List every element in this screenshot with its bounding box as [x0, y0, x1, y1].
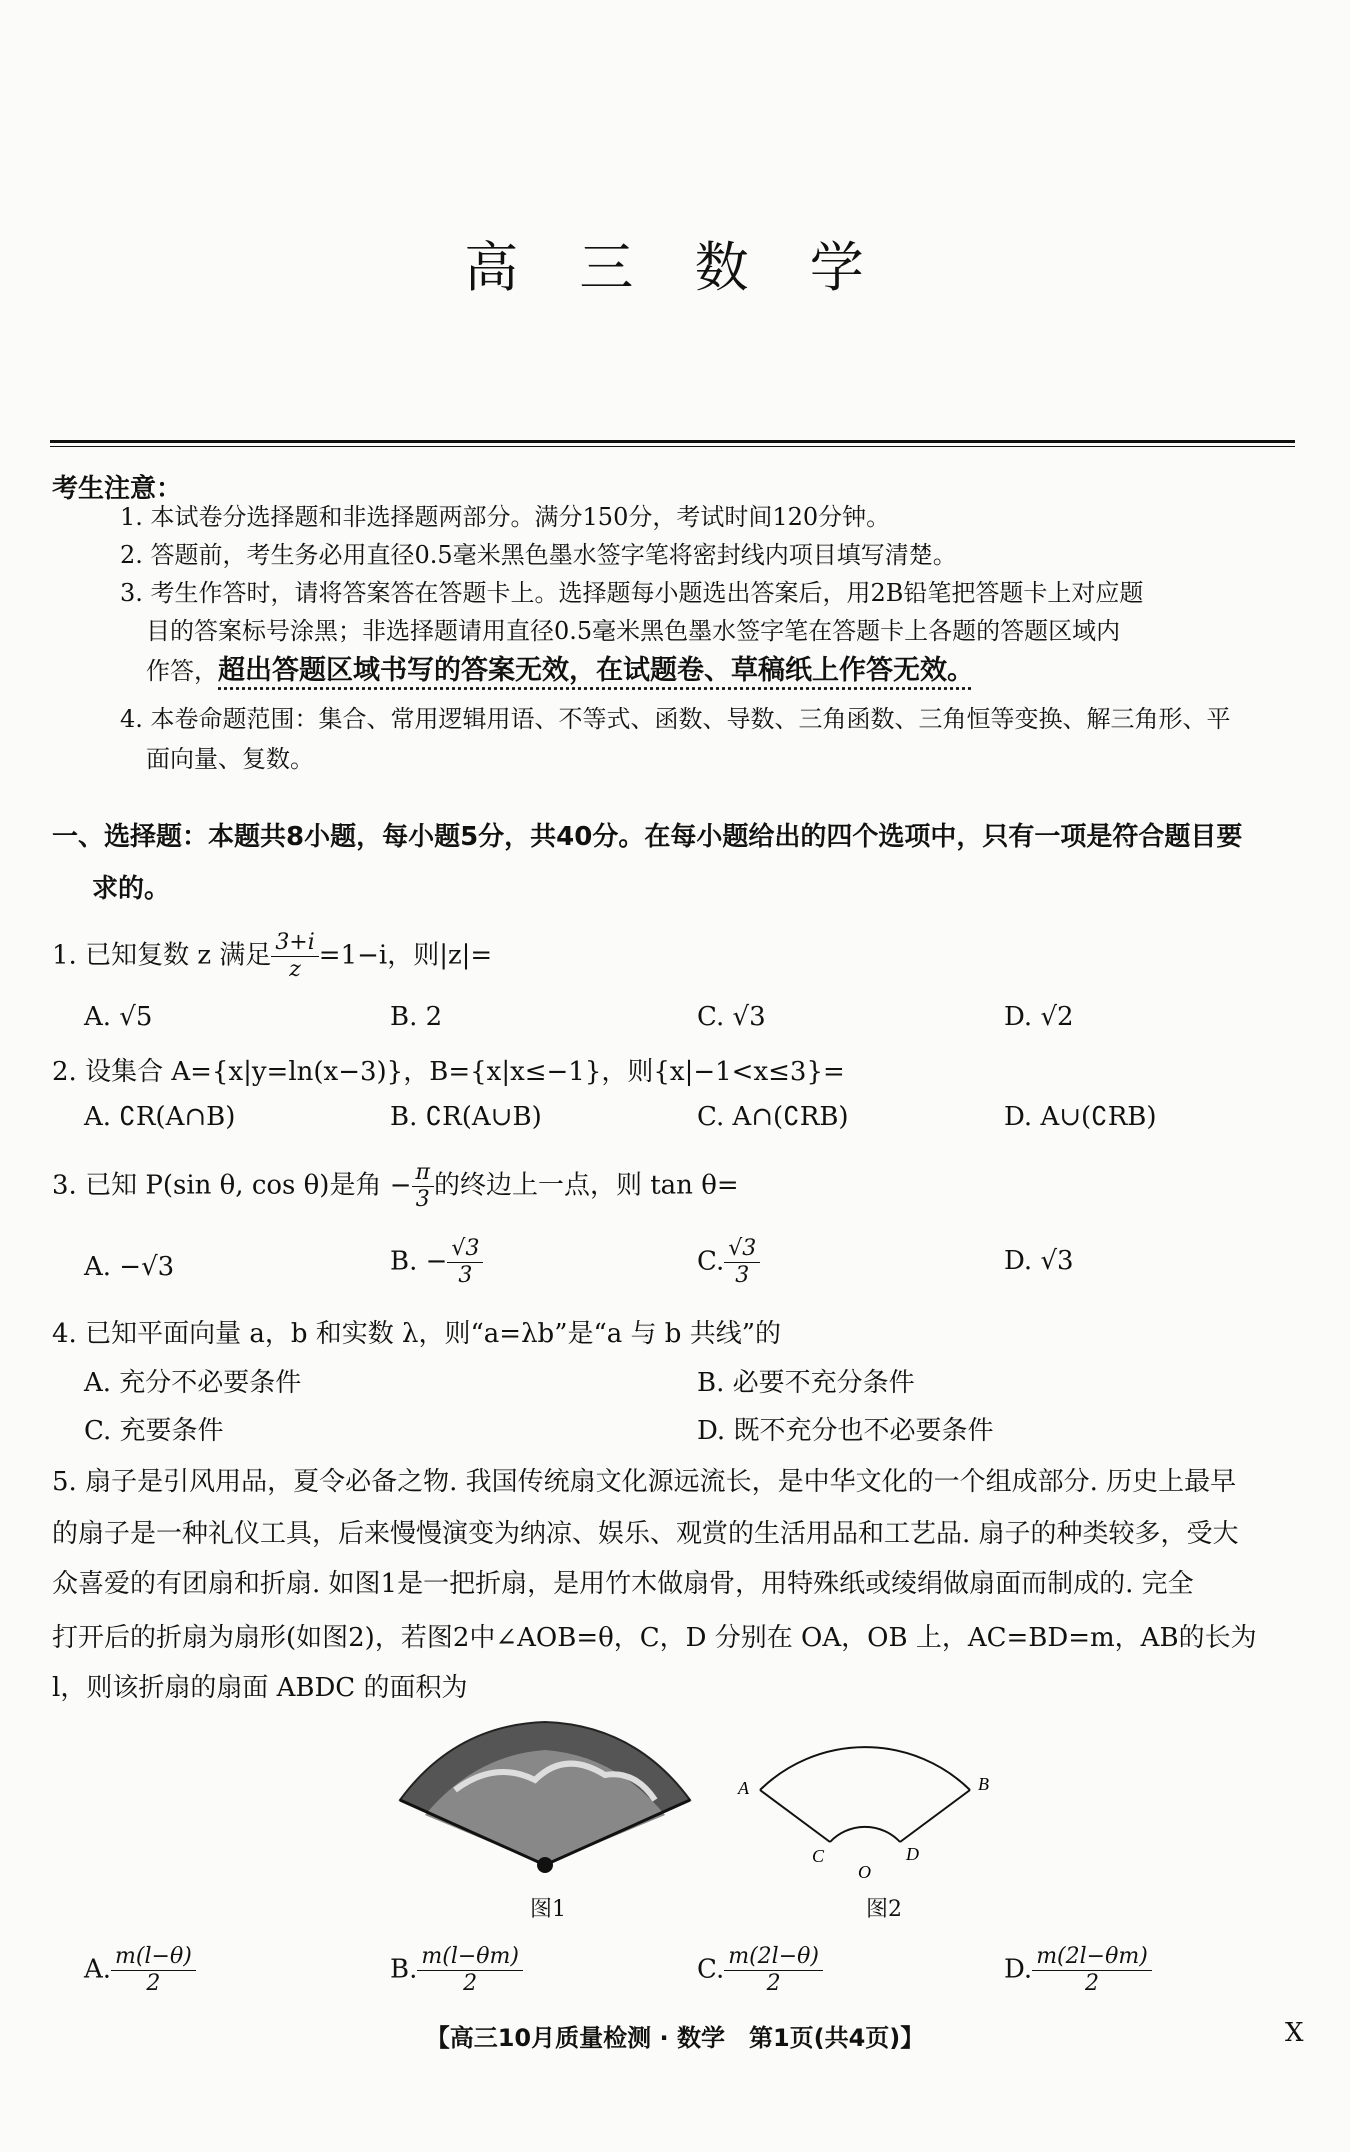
q3-opt-c-label: C. — [697, 1246, 725, 1277]
q3-opt-b-num: √3 — [447, 1236, 483, 1263]
q4-option-c: C. 充要条件 — [84, 1416, 224, 1446]
header-rule — [50, 440, 1295, 443]
q5-option-a — [84, 1944, 196, 1997]
q2-option-a: A. ∁R(A∩B) — [84, 1102, 236, 1132]
q2-option-c: C. A∩(∁RB) — [697, 1102, 849, 1132]
question-1-stem — [52, 930, 1302, 983]
notice-item-3-prefix: 作答， — [146, 657, 218, 685]
question-3-stem — [52, 1160, 1302, 1213]
question-2-stem: 2. 设集合 A={x|y=ln(x−3)}，B={x|x≤−1}，则{x|−1<x≤3}= — [52, 1057, 845, 1087]
q3-option-d: D. √3 — [1004, 1246, 1074, 1276]
q2-option-d: D. A∪(∁RB) — [1004, 1102, 1157, 1132]
q1-frac-den: z — [289, 957, 301, 982]
notice-item-3-tail — [146, 652, 1331, 690]
header-rule-thin — [50, 446, 1295, 447]
corner-mark: X — [1285, 2018, 1304, 2048]
q5-opt-b-label: B. — [390, 1954, 418, 1985]
label-b: B — [978, 1774, 989, 1794]
question-4-stem: 4. 已知平面向量 a，b 和实数 λ，则“a=λb”是“a 与 b 共线”的 — [52, 1319, 782, 1349]
q1-fraction — [271, 930, 318, 983]
q5-opt-b-num: m(l−θm) — [417, 1944, 523, 1971]
q5-opt-a-label: A. — [84, 1954, 112, 1985]
label-c: C — [812, 1846, 825, 1866]
folding-fan-figure — [395, 1720, 695, 1880]
q5-opt-d-num: m(2l−θm) — [1032, 1944, 1152, 1971]
question-5-line-1: 5. 扇子是引风用品，夏令必备之物. 我国传统扇文化源远流长，是中华文化的一个组成部分. 历史上最早 — [52, 1467, 1237, 1497]
q3-opt-c-num: √3 — [724, 1236, 760, 1263]
q4-option-b: B. 必要不充分条件 — [697, 1368, 915, 1398]
q3-opt-b-den: 3 — [458, 1263, 473, 1288]
q3-option-b — [390, 1236, 483, 1289]
q4-option-a: A. 充分不必要条件 — [84, 1368, 302, 1398]
q3-opt-c-den: 3 — [735, 1263, 750, 1288]
q5-opt-c-den: 2 — [766, 1971, 781, 1996]
label-o: O — [858, 1862, 871, 1880]
q5-option-c — [697, 1944, 823, 1997]
question-5-line-2: 的扇子是一种礼仪工具，后来慢慢演变为纳凉、娱乐、观赏的生活用品和工艺品. 扇子的种类较多，受大 — [52, 1519, 1239, 1549]
q1-stem-b: =1−i，则|z|= — [318, 940, 493, 971]
label-d: D — [906, 1844, 919, 1864]
notice-heading: 考生注意： — [52, 474, 183, 504]
question-5-line-5: l，则该折扇的扇面 ABDC 的面积为 — [52, 1673, 468, 1703]
notice-warning: 超出答题区域书写的答案无效，在试题卷、草稿纸上作答无效。 — [218, 655, 974, 686]
q3-stem-b: 的终边上一点，则 tan θ= — [433, 1170, 739, 1201]
q3-stem-a: 3. 已知 P(sin θ, cos θ)是角 − — [52, 1170, 412, 1201]
q3-frac-num: π — [412, 1160, 434, 1187]
q1-option-a: A. √5 — [84, 1002, 153, 1032]
q5-opt-d-fraction — [1032, 1944, 1152, 1997]
question-5-line-3: 众喜爱的有团扇和折扇. 如图1是一把折扇，是用竹木做扇骨，用特殊纸或绫绢做扇面而制成的. 完全 — [52, 1569, 1194, 1599]
q5-opt-c-fraction — [724, 1944, 823, 1997]
sector-figure — [730, 1730, 1010, 1880]
q5-opt-b-den: 2 — [463, 1971, 478, 1996]
question-5-line-4: 打开后的折扇为扇形(如图2)，若图2中∠AOB=θ，C，D 分别在 OA，OB 上，AC=BD=m，AB的长为 — [52, 1623, 1257, 1653]
section-heading-cont: 求的。 — [92, 874, 171, 904]
notice-item-2: 2. 答题前，考生务必用直径0.5毫米黑色墨水签字笔将密封线内项目填写清楚。 — [120, 541, 957, 569]
notice-item-4: 4. 本卷命题范围：集合、常用逻辑用语、不等式、函数、导数、三角函数、三角恒等变换、解三角形、平 — [120, 705, 1231, 733]
page-title: 高 三 数 学 — [464, 236, 886, 299]
q5-opt-b-fraction — [417, 1944, 523, 1997]
q5-opt-a-num: m(l−θ) — [111, 1944, 196, 1971]
q1-frac-num: 3+i — [271, 930, 318, 957]
figure-2-caption: 图2 — [866, 1897, 902, 1922]
notice-item-3-cont: 目的答案标号涂黑；非选择题请用直径0.5毫米黑色墨水签字笔在答题卡上各题的答题区域内 — [146, 617, 1121, 645]
q3-fraction — [412, 1160, 434, 1213]
q4-option-d: D. 既不充分也不必要条件 — [697, 1416, 994, 1446]
section-heading: 一、选择题：本题共8小题，每小题5分，共40分。在每小题给出的四个选项中，只有一项是符合题目要 — [52, 822, 1243, 852]
q2-option-b: B. ∁R(A∪B) — [390, 1102, 542, 1132]
q3-opt-c-fraction — [724, 1236, 760, 1289]
q5-opt-d-label: D. — [1004, 1954, 1033, 1985]
q1-option-b: B. 2 — [390, 1002, 443, 1032]
notice-item-1: 1. 本试卷分选择题和非选择题两部分。满分150分，考试时间120分钟。 — [120, 503, 891, 531]
q5-option-b — [390, 1944, 523, 1997]
q5-opt-a-fraction — [111, 1944, 196, 1997]
notice-item-4-cont: 面向量、复数。 — [146, 745, 314, 773]
q3-frac-den: 3 — [415, 1187, 430, 1212]
q5-option-d — [1004, 1944, 1152, 1997]
page-footer: 【高三10月质量检测 · 数学 第1页(共4页)】 — [425, 2024, 925, 2052]
q1-stem-a: 1. 已知复数 z 满足 — [52, 940, 272, 971]
q5-opt-c-num: m(2l−θ) — [724, 1944, 823, 1971]
label-a: A — [738, 1778, 749, 1798]
q5-opt-c-label: C. — [697, 1954, 725, 1985]
notice-item-3: 3. 考生作答时，请将答案答在答题卡上。选择题每小题选出答案后，用2B铅笔把答题卡上对应题 — [120, 579, 1144, 607]
q5-opt-a-den: 2 — [146, 1971, 161, 1996]
q3-opt-b-label: B. − — [390, 1246, 448, 1277]
q1-option-c: C. √3 — [697, 1002, 766, 1032]
q3-opt-b-fraction — [447, 1236, 483, 1289]
q5-opt-d-den: 2 — [1084, 1971, 1099, 1996]
q3-option-a: A. −√3 — [84, 1252, 175, 1282]
figure-1-caption: 图1 — [530, 1897, 566, 1922]
q1-option-d: D. √2 — [1004, 1002, 1074, 1032]
q3-option-c — [697, 1236, 760, 1289]
